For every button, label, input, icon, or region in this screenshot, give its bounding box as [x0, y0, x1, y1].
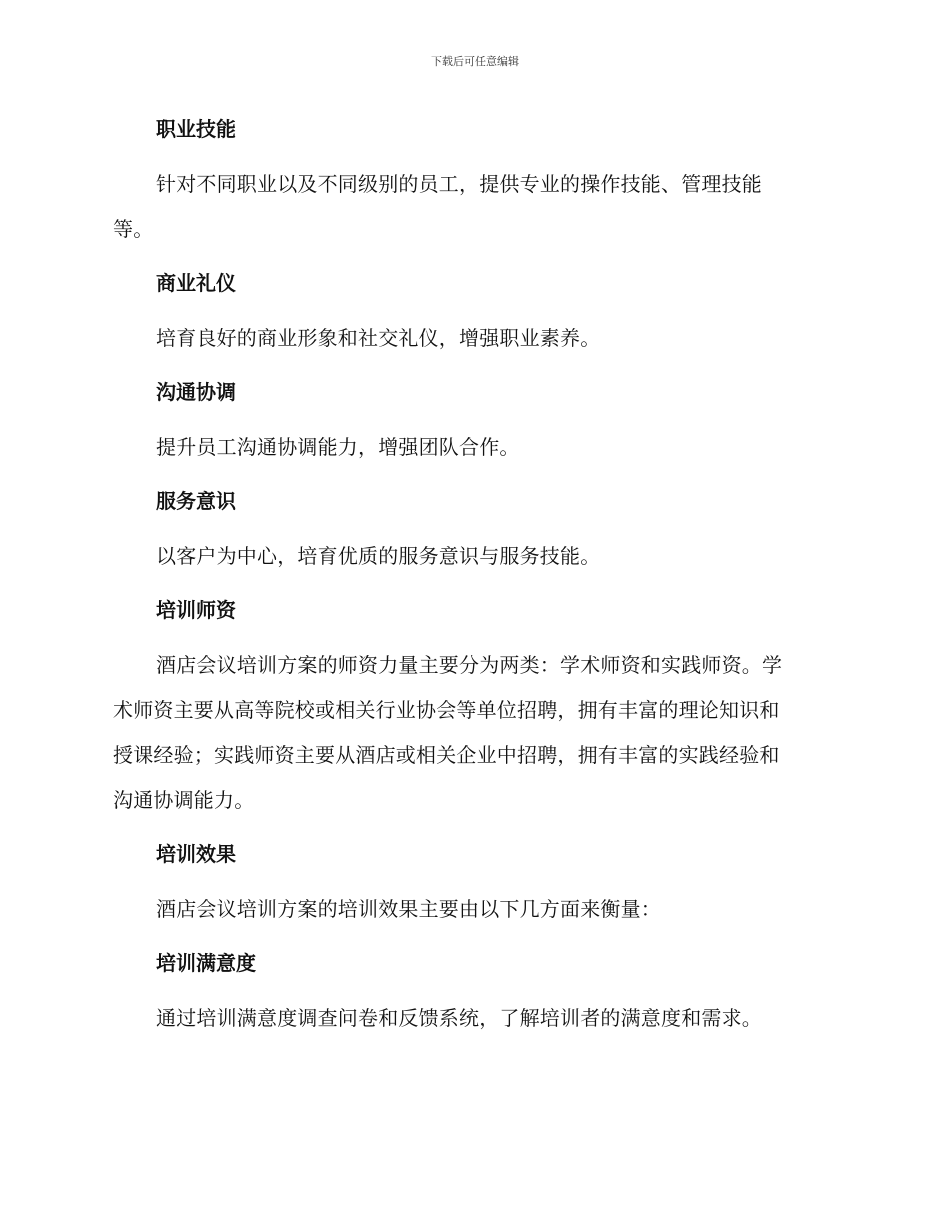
section-training-effect	[113, 837, 833, 932]
section-paragraph	[113, 887, 833, 932]
section-professional-skills	[113, 112, 833, 252]
section-paragraph	[113, 996, 833, 1041]
section-satisfaction	[113, 946, 833, 1041]
document-body	[113, 112, 833, 1041]
section-business-etiquette	[113, 266, 833, 361]
section-paragraph	[113, 534, 833, 579]
paragraph-line: 培育良好的商业形象和社交礼仪，增强职业素养。	[156, 326, 601, 350]
paragraph-line: 提升员工沟通协调能力，增强团队合作。	[156, 435, 520, 459]
section-heading: 沟通协调	[156, 380, 236, 404]
paragraph-line: 酒店会议培训方案的师资力量主要分为两类：学术师资和实践师资。学	[156, 653, 783, 677]
section-heading: 培训满意度	[156, 951, 256, 975]
paragraph-line: 授课经验；实践师资主要从酒店或相关企业中招聘，拥有丰富的实践经验和	[113, 743, 780, 767]
section-heading: 服务意识	[156, 489, 236, 513]
section-heading: 培训师资	[156, 598, 236, 622]
paragraph-line: 等。	[113, 217, 154, 241]
section-paragraph	[113, 316, 833, 361]
paragraph-line: 通过培训满意度调查问卷和反馈系统，了解培训者的满意度和需求。	[156, 1006, 762, 1030]
paragraph-line: 以客户为中心，培育优质的服务意识与服务技能。	[156, 544, 601, 568]
section-heading: 培训效果	[156, 842, 236, 866]
section-communication	[113, 375, 833, 470]
section-heading: 商业礼仪	[156, 271, 236, 295]
section-service-awareness	[113, 484, 833, 579]
paragraph-line: 针对不同职业以及不同级别的员工，提供专业的操作技能、管理技能	[156, 172, 762, 196]
section-heading: 职业技能	[156, 117, 236, 141]
paragraph-line: 沟通协调能力。	[113, 788, 255, 812]
section-paragraph	[113, 425, 833, 470]
paragraph-line: 酒店会议培训方案的培训效果主要由以下几方面来衡量：	[156, 897, 661, 921]
section-paragraph	[113, 162, 833, 252]
page-header-note: 下载后可任意编辑	[431, 55, 519, 68]
paragraph-line: 术师资主要从高等院校或相关行业协会等单位招聘，拥有丰富的理论知识和	[113, 698, 780, 722]
section-paragraph	[113, 643, 833, 823]
section-trainers	[113, 593, 833, 823]
